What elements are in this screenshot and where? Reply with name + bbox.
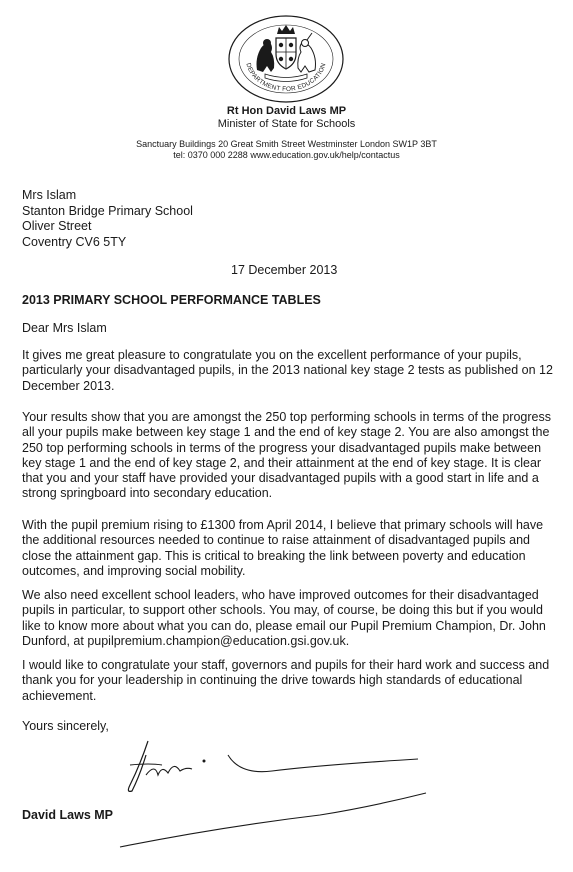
sender-name: Rt Hon David Laws MP [226, 105, 347, 117]
letter-heading: 2013 PRIMARY SCHOOL PERFORMANCE TABLES [22, 293, 321, 307]
royal-crest-logo [227, 14, 345, 104]
recipient-address [22, 188, 193, 250]
crest-ring-text: DEPARTMENT FOR EDUCATION [244, 62, 328, 93]
paragraph: We also need excellent school leaders, who have improved outcomes for their disadvantaged pupils in particular, to support other schools. You may, of course, be doing this but if you would like to know more about what you can do, please email our Pupil Premium Champion, Dr. John Dunford, at pupilpremium.champion@education.gsi.gov.uk. [22, 588, 546, 648]
paragraph: I would like to congratulate your staff, governors and pupils for their hard work and success and thank you for your leadership in continuing the drive towards high standards of educational achievement. [22, 658, 550, 703]
closing: Yours sincerely, [22, 719, 109, 733]
sender-title: Minister of State for Schools [217, 118, 356, 130]
paragraph: It gives me great pleasure to congratulate you on the excellent performance of your pupils, particularly your disadvantaged pupils, in the 2013 national key stage 2 tests as published on 12 December 2013. [22, 348, 553, 393]
recipient-name: Mrs Islam [22, 188, 77, 202]
recipient-street: Oliver Street [22, 219, 92, 233]
paragraph: With the pupil premium rising to £1300 from April 2014, I believe that primary schools will have the additional resources needed to continue to raise attainment of disadvantaged pupils and close the attainment gap. This is critical to breaking the link between poverty and education outcomes, and improving social mobility. [22, 518, 544, 578]
letter-date: 17 December 2013 [231, 263, 338, 277]
sender-address: Sanctuary Buildings 20 Great Smith Street Westminster London SW1P 3BT [136, 139, 437, 149]
recipient-school: Stanton Bridge Primary School [22, 203, 193, 218]
paragraph: Your results show that you are amongst the 250 top performing schools in terms of the progress all your pupils make between key stage 1 and the end of key stage 2. You are also amongst the 250 top performing schools in terms of the progress your disadvantaged pupils make between key stage 1 and the end of key stage 2, and their attainment at the end of key stage. It is clear that you and your staff have provided your disadvantaged pupils with a good start in life and a strong springboard into secondary education. [22, 410, 551, 501]
recipient-city: Coventry CV6 5TY [22, 234, 127, 249]
signer-name: David Laws MP [22, 808, 113, 822]
handwritten-signature [100, 735, 430, 855]
sender-contact: tel: 0370 000 2288 www.education.gov.uk/help/contactus [173, 150, 400, 160]
salutation: Dear Mrs Islam [22, 321, 107, 335]
